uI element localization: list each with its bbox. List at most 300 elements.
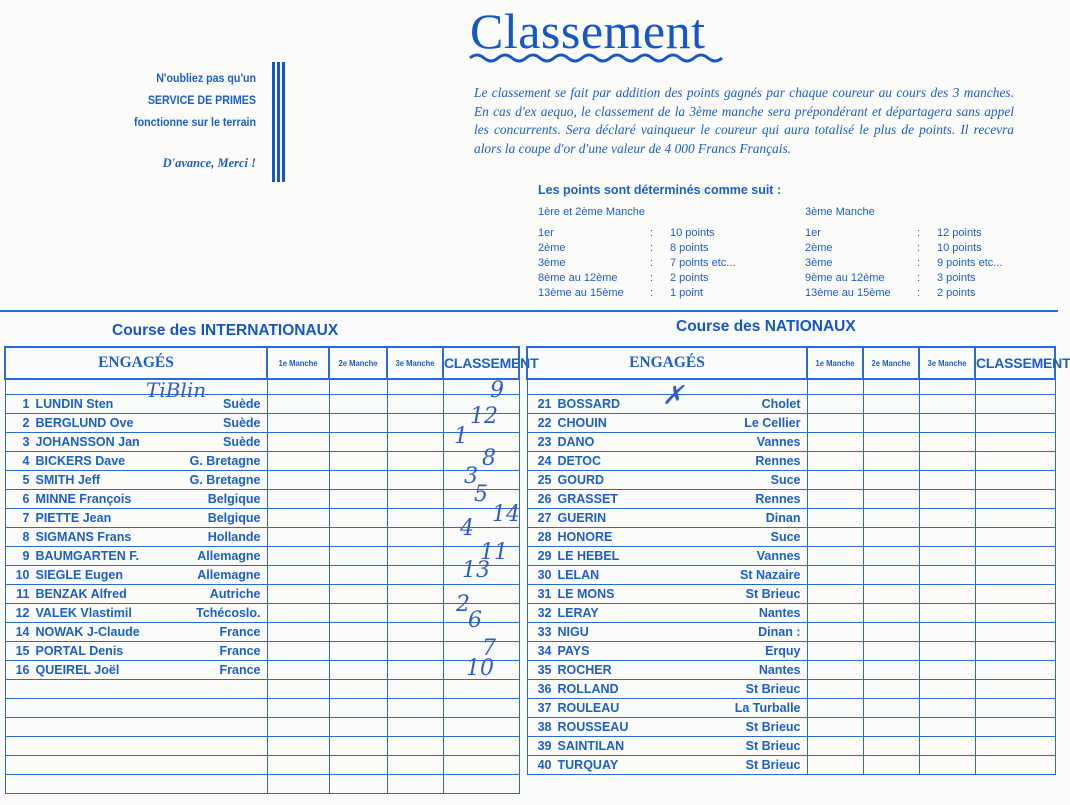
table-row bbox=[527, 585, 1055, 604]
rider-origin: Suce bbox=[770, 530, 801, 544]
rider-number: 34 bbox=[537, 644, 552, 658]
intro-paragraph: Le classement se fait par addition des points gagnés par chaque coureur au cours des 3 manches. En cas d'ex aequo, le classement de la 3ème manche sera prépondérant et départagera sans appel les concurrents. Sera déclaré vainqueur le coureur qui aura totalisé le plus de points. Il recevra alors la coupe d'or d'une valeur de 4 000 Francs Français. bbox=[474, 85, 1014, 156]
rider-origin: Rennes bbox=[755, 454, 801, 468]
manche-cell bbox=[863, 699, 919, 718]
manche-cell bbox=[329, 604, 387, 623]
manche-cell bbox=[863, 414, 919, 433]
points-row: 8ème au 12ème : 2 points bbox=[538, 272, 709, 284]
manche-cell bbox=[329, 490, 387, 509]
manche-cell bbox=[267, 775, 329, 794]
manche-cell bbox=[387, 737, 443, 756]
table-row bbox=[5, 395, 519, 414]
nationaux-title: Course des NATIONAUX bbox=[676, 318, 856, 335]
manche-cell bbox=[919, 604, 975, 623]
manche-cell bbox=[329, 699, 387, 718]
header-engages: ENGAGÉS bbox=[527, 347, 807, 379]
manche-cell bbox=[329, 566, 387, 585]
manche-cell bbox=[267, 566, 329, 585]
header-engages: ENGAGÉS bbox=[5, 347, 267, 379]
rider-name: NOWAK J-Claude bbox=[35, 625, 140, 639]
rider-name: LELAN bbox=[557, 568, 600, 582]
table-row bbox=[527, 737, 1055, 756]
rider-number: 12 bbox=[15, 606, 30, 620]
manche-cell bbox=[919, 756, 975, 775]
rider-origin: Suède bbox=[222, 397, 261, 411]
manche-cell bbox=[267, 471, 329, 490]
classement-cell bbox=[975, 680, 1055, 699]
rider-name: HONORE bbox=[557, 530, 613, 544]
spacer-row bbox=[5, 379, 519, 395]
rider-number: 10 bbox=[15, 568, 30, 582]
table-row bbox=[5, 490, 519, 509]
rider-number: 5 bbox=[22, 473, 30, 487]
rider-number: 24 bbox=[537, 454, 552, 468]
manche-cell bbox=[267, 452, 329, 471]
manche-cell bbox=[387, 509, 443, 528]
rider-number: 22 bbox=[537, 416, 552, 430]
rider-origin: France bbox=[219, 625, 261, 639]
rider-name: ROCHER bbox=[557, 663, 612, 677]
manche-cell bbox=[387, 680, 443, 699]
header-manche-1: 1e Manche bbox=[810, 347, 860, 379]
manche-cell bbox=[267, 509, 329, 528]
rider-number: 11 bbox=[16, 587, 30, 601]
manche-cell bbox=[329, 414, 387, 433]
manche-cell bbox=[863, 452, 919, 471]
table-row bbox=[527, 680, 1055, 699]
reminder-line-3: fonctionne sur le terrain bbox=[134, 115, 256, 129]
manche-cell bbox=[329, 642, 387, 661]
table-row bbox=[527, 471, 1055, 490]
table-row bbox=[527, 433, 1055, 452]
header-manche-2: 2e Manche bbox=[866, 347, 916, 379]
rider-number: 31 bbox=[537, 587, 552, 601]
rider-origin: St Brieuc bbox=[745, 682, 801, 696]
rider-name: ROLLAND bbox=[557, 682, 619, 696]
rider-name: CHOUIN bbox=[557, 416, 607, 430]
header-classement: CLASSEMENT bbox=[443, 347, 519, 379]
rider-origin: St Brieuc bbox=[745, 739, 801, 753]
rider-name: DANO bbox=[557, 435, 595, 449]
rider-origin: Allemagne bbox=[197, 549, 261, 563]
classement-cell bbox=[443, 737, 519, 756]
points-heading: Les points sont déterminés comme suit : bbox=[538, 183, 782, 197]
rider-number: 26 bbox=[537, 492, 552, 506]
rider-origin: Autriche bbox=[209, 587, 261, 601]
manche-cell bbox=[807, 433, 863, 452]
manche-cell bbox=[329, 471, 387, 490]
table-row bbox=[527, 642, 1055, 661]
manche-cell bbox=[919, 718, 975, 737]
wave-underline bbox=[470, 52, 732, 64]
table-row bbox=[5, 604, 519, 623]
rider-name: LE HEBEL bbox=[557, 549, 620, 563]
rider-number: 37 bbox=[537, 701, 552, 715]
spacer-row bbox=[527, 379, 1055, 395]
table-row bbox=[5, 680, 519, 699]
rider-name: JOHANSSON Jan bbox=[35, 435, 140, 449]
points-row: 3ème : 9 points etc... bbox=[805, 257, 1003, 269]
manche-cell bbox=[807, 452, 863, 471]
classement-cell bbox=[975, 528, 1055, 547]
handwritten-mark: 11 bbox=[480, 540, 508, 565]
table-row bbox=[5, 699, 519, 718]
classement-cell bbox=[975, 433, 1055, 452]
manche-cell bbox=[919, 661, 975, 680]
rider-origin: St Nazaire bbox=[740, 568, 801, 582]
manche-cell bbox=[807, 547, 863, 566]
manche-cell bbox=[387, 699, 443, 718]
rider-name: GUERIN bbox=[557, 511, 607, 525]
manche-cell bbox=[387, 623, 443, 642]
rider-name: TURQUAY bbox=[557, 758, 619, 772]
handwritten-mark: 12 bbox=[470, 404, 498, 429]
table-row bbox=[527, 452, 1055, 471]
rider-name: PIETTE Jean bbox=[35, 511, 112, 525]
manche-cell bbox=[387, 490, 443, 509]
table-row bbox=[527, 566, 1055, 585]
manche-cell bbox=[387, 604, 443, 623]
manche-cell bbox=[807, 528, 863, 547]
manche-cell bbox=[863, 756, 919, 775]
manche-cell bbox=[807, 680, 863, 699]
manche-cell bbox=[807, 585, 863, 604]
manche-cell bbox=[267, 604, 329, 623]
header-classement: CLASSEMENT bbox=[975, 347, 1055, 379]
manche-cell bbox=[267, 395, 329, 414]
rider-number: 8 bbox=[22, 530, 30, 544]
manche-cell bbox=[807, 718, 863, 737]
table-row bbox=[5, 528, 519, 547]
rider-number: 36 bbox=[537, 682, 552, 696]
rider-name: BAUMGARTEN F. bbox=[35, 549, 139, 563]
manche-cell bbox=[863, 718, 919, 737]
rider-origin: St Brieuc bbox=[745, 587, 801, 601]
header-manche-2: 2e Manche bbox=[332, 347, 384, 379]
manche-cell bbox=[329, 452, 387, 471]
handwritten-mark: 5 bbox=[474, 482, 488, 507]
points-row: 3ème : 7 points etc... bbox=[538, 257, 736, 269]
rider-number: 28 bbox=[537, 530, 552, 544]
manche-cell bbox=[267, 547, 329, 566]
table-row bbox=[527, 661, 1055, 680]
manche-cell bbox=[807, 642, 863, 661]
rider-number: 27 bbox=[537, 511, 552, 525]
manche-cell bbox=[863, 585, 919, 604]
manche-cell bbox=[919, 471, 975, 490]
rider-origin: G. Bretagne bbox=[189, 454, 261, 468]
rider-name: NIGU bbox=[557, 625, 589, 639]
classement-cell bbox=[975, 509, 1055, 528]
manche-cell bbox=[807, 699, 863, 718]
manche-cell bbox=[919, 490, 975, 509]
rider-number: 14 bbox=[15, 625, 30, 639]
rider-name: ROUSSEAU bbox=[557, 720, 629, 734]
rider-number: 7 bbox=[22, 511, 30, 525]
manche-cell bbox=[329, 775, 387, 794]
manche-cell bbox=[329, 433, 387, 452]
rider-origin: Vannes bbox=[756, 435, 801, 449]
classement-cell bbox=[975, 585, 1055, 604]
classement-cell bbox=[975, 623, 1055, 642]
rider-number: 1 bbox=[22, 397, 30, 411]
handwritten-mark: 10 bbox=[466, 656, 494, 681]
table-row bbox=[5, 775, 519, 794]
manche-cell bbox=[267, 680, 329, 699]
rider-number: 29 bbox=[537, 549, 552, 563]
primes-reminder bbox=[122, 67, 256, 133]
rider-origin: Dinan bbox=[765, 511, 801, 525]
table-row bbox=[527, 623, 1055, 642]
rider-origin: Nantes bbox=[758, 606, 801, 620]
manche-cell bbox=[329, 509, 387, 528]
handwritten-mark: 3 bbox=[464, 464, 478, 489]
manche-cell bbox=[329, 585, 387, 604]
classement-cell bbox=[975, 699, 1055, 718]
rider-origin: Vannes bbox=[756, 549, 801, 563]
classement-cell bbox=[443, 452, 519, 471]
manche-cell bbox=[387, 642, 443, 661]
classement-cell bbox=[975, 490, 1055, 509]
rider-number: 33 bbox=[537, 625, 552, 639]
points-row: 9ème au 12ème : 3 points bbox=[805, 272, 976, 284]
manche-cell bbox=[387, 718, 443, 737]
table-row bbox=[527, 756, 1055, 775]
manche-cell bbox=[387, 528, 443, 547]
manche-cell bbox=[807, 623, 863, 642]
manche-cell bbox=[267, 737, 329, 756]
classement-cell bbox=[443, 699, 519, 718]
manche-cell bbox=[807, 604, 863, 623]
manche-cell bbox=[863, 395, 919, 414]
manche-cell bbox=[863, 509, 919, 528]
nationaux-table bbox=[526, 346, 1070, 775]
rider-name: VALEK Vlastimil bbox=[35, 606, 132, 620]
rider-name: SIEGLE Eugen bbox=[35, 568, 124, 582]
manche-cell bbox=[267, 623, 329, 642]
rider-name: SMITH Jeff bbox=[35, 473, 101, 487]
manche-cell bbox=[863, 623, 919, 642]
manche-cell bbox=[919, 452, 975, 471]
rider-name: BOSSARD bbox=[557, 397, 621, 411]
classement-cell bbox=[443, 585, 519, 604]
page-title: Classement bbox=[470, 3, 706, 59]
manche-cell bbox=[863, 471, 919, 490]
table-row bbox=[527, 414, 1055, 433]
rider-number: 3 bbox=[22, 435, 30, 449]
manche-cell bbox=[919, 566, 975, 585]
manche-cell bbox=[863, 433, 919, 452]
handwritten-mark: 7 bbox=[482, 636, 496, 661]
points-left-label: 1ère et 2ème Manche bbox=[538, 206, 646, 218]
manche-cell bbox=[329, 737, 387, 756]
table-row bbox=[5, 547, 519, 566]
rider-number: 35 bbox=[537, 663, 552, 677]
manche-cell bbox=[387, 471, 443, 490]
rider-number: 25 bbox=[537, 473, 552, 487]
points-row: 2ème : 10 points bbox=[805, 242, 982, 254]
rider-name: GRASSET bbox=[557, 492, 618, 506]
handwritten-mark: 9 bbox=[490, 378, 504, 403]
rider-origin: Hollande bbox=[207, 530, 261, 544]
points-left-table bbox=[538, 226, 735, 301]
manche-cell bbox=[863, 661, 919, 680]
rider-name: SIGMANS Frans bbox=[35, 530, 132, 544]
manche-cell bbox=[919, 414, 975, 433]
rider-number: 16 bbox=[15, 663, 30, 677]
manche-cell bbox=[863, 642, 919, 661]
table-row bbox=[5, 414, 519, 433]
rider-name: LE MONS bbox=[557, 587, 615, 601]
classement-cell bbox=[443, 775, 519, 794]
reminder-line-2: SERVICE DE PRIMES bbox=[147, 93, 256, 107]
table-row bbox=[527, 604, 1055, 623]
table-row bbox=[5, 661, 519, 680]
manche-cell bbox=[919, 528, 975, 547]
rider-origin: France bbox=[219, 663, 261, 677]
rider-origin: Belgique bbox=[207, 511, 261, 525]
manche-cell bbox=[807, 737, 863, 756]
rider-number: 30 bbox=[537, 568, 552, 582]
rider-number: 38 bbox=[537, 720, 552, 734]
rider-origin: Suce bbox=[770, 473, 801, 487]
points-right-label: 3ème Manche bbox=[805, 206, 875, 218]
rider-origin: Belgique bbox=[207, 492, 261, 506]
rider-number: 32 bbox=[537, 606, 552, 620]
manche-cell bbox=[387, 775, 443, 794]
points-row: 13ème au 15ème : 2 points bbox=[805, 287, 976, 299]
manche-cell bbox=[919, 395, 975, 414]
section-divider bbox=[0, 310, 1058, 312]
classement-cell bbox=[975, 547, 1055, 566]
header-manche-3: 3e Manche bbox=[390, 347, 440, 379]
table-row bbox=[5, 756, 519, 775]
rider-origin: Allemagne bbox=[197, 568, 261, 582]
manche-cell bbox=[863, 737, 919, 756]
rider-name: SAINTILAN bbox=[557, 739, 625, 753]
table-row bbox=[5, 509, 519, 528]
manche-cell bbox=[919, 509, 975, 528]
manche-cell bbox=[267, 661, 329, 680]
manche-cell bbox=[329, 547, 387, 566]
classement-cell bbox=[975, 737, 1055, 756]
rider-origin: Nantes bbox=[758, 663, 801, 677]
rider-number: 2 bbox=[22, 416, 30, 430]
handwritten-x-mark: ✗ bbox=[662, 381, 684, 411]
manche-cell bbox=[387, 414, 443, 433]
manche-cell bbox=[387, 661, 443, 680]
manche-cell bbox=[387, 547, 443, 566]
rider-origin: Tchécoslo. bbox=[196, 606, 261, 620]
reminder-line-1: N'oubliez pas qu'un bbox=[156, 71, 256, 85]
rider-name: QUEIREL Joël bbox=[35, 663, 120, 677]
manche-cell bbox=[267, 642, 329, 661]
manche-cell bbox=[387, 585, 443, 604]
manche-cell bbox=[807, 566, 863, 585]
handwritten-mark: 13 bbox=[462, 558, 490, 583]
rider-origin: Le Cellier bbox=[744, 416, 801, 430]
points-row: 2ème : 8 points bbox=[538, 242, 709, 254]
table-row bbox=[527, 528, 1055, 547]
manche-cell bbox=[919, 585, 975, 604]
internationaux-title: Course des INTERNATIONAUX bbox=[112, 322, 339, 339]
table-row bbox=[5, 718, 519, 737]
manche-cell bbox=[267, 433, 329, 452]
rider-name: BERGLUND Ove bbox=[35, 416, 134, 430]
manche-cell bbox=[329, 661, 387, 680]
manche-cell bbox=[329, 756, 387, 775]
table-row bbox=[5, 471, 519, 490]
internationaux-table bbox=[4, 346, 539, 794]
handwritten-name: TiBlin bbox=[146, 378, 207, 402]
rider-name: LERAY bbox=[557, 606, 599, 620]
manche-cell bbox=[919, 699, 975, 718]
table-row bbox=[5, 433, 519, 452]
rider-name: BENZAK Alfred bbox=[35, 587, 127, 601]
manche-cell bbox=[807, 661, 863, 680]
rider-number: 9 bbox=[22, 549, 30, 563]
rider-number: 21 bbox=[537, 397, 552, 411]
manche-cell bbox=[387, 395, 443, 414]
classement-cell bbox=[975, 395, 1055, 414]
classement-cell bbox=[975, 756, 1055, 775]
manche-cell bbox=[387, 756, 443, 775]
handwritten-mark: 6 bbox=[468, 608, 482, 633]
manche-cell bbox=[267, 718, 329, 737]
points-right-table bbox=[805, 226, 1002, 301]
table-row bbox=[527, 395, 1055, 414]
rider-name: LUNDIN Sten bbox=[35, 397, 114, 411]
manche-cell bbox=[387, 452, 443, 471]
table-row bbox=[5, 585, 519, 604]
table-row bbox=[527, 718, 1055, 737]
manche-cell bbox=[267, 490, 329, 509]
manche-cell bbox=[863, 490, 919, 509]
rider-number: 23 bbox=[537, 435, 552, 449]
classement-cell bbox=[975, 718, 1055, 737]
manche-cell bbox=[807, 509, 863, 528]
manche-cell bbox=[807, 490, 863, 509]
manche-cell bbox=[863, 680, 919, 699]
table-row bbox=[5, 623, 519, 642]
rider-origin: Suède bbox=[222, 435, 261, 449]
manche-cell bbox=[387, 566, 443, 585]
classement-cell bbox=[443, 680, 519, 699]
classement-cell bbox=[443, 756, 519, 775]
manche-cell bbox=[807, 471, 863, 490]
points-row: 1er : 12 points bbox=[805, 227, 982, 239]
manche-cell bbox=[267, 528, 329, 547]
rider-origin: G. Bretagne bbox=[189, 473, 261, 487]
handwritten-mark: 8 bbox=[482, 446, 496, 471]
rider-origin: St Brieuc bbox=[745, 758, 801, 772]
rider-name: PORTAL Denis bbox=[35, 644, 124, 658]
manche-cell bbox=[267, 585, 329, 604]
rider-name: BICKERS Dave bbox=[35, 454, 126, 468]
manche-cell bbox=[329, 623, 387, 642]
manche-cell bbox=[807, 395, 863, 414]
manche-cell bbox=[329, 528, 387, 547]
manche-cell bbox=[919, 623, 975, 642]
manche-cell bbox=[267, 414, 329, 433]
rider-name: DETOC bbox=[557, 454, 602, 468]
rider-number: 40 bbox=[537, 758, 552, 772]
manche-cell bbox=[919, 547, 975, 566]
rider-number: 6 bbox=[22, 492, 30, 506]
header-manche-3: 3e Manche bbox=[922, 347, 972, 379]
rider-name: ROULEAU bbox=[557, 701, 620, 715]
handwritten-mark: 14 bbox=[492, 502, 520, 527]
